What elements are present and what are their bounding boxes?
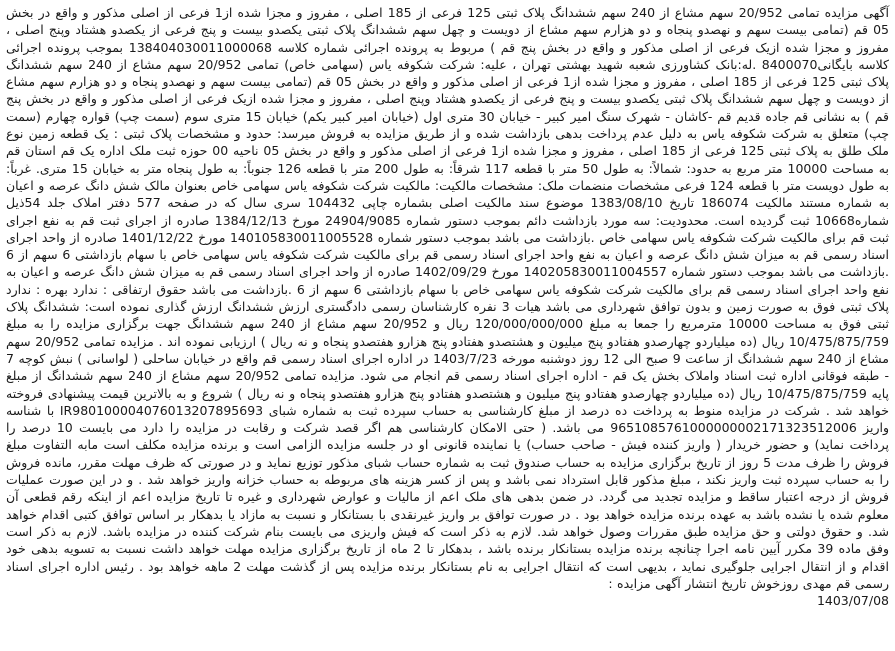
publication-date: 1403/07/08	[816, 593, 889, 609]
notice-body-text: آگهی مزایده تمامی 20/952 سهم مشاع از 240 سهم ششدانگ پلاک ثبتی 125 فرعی از 185 اصلی ، مفروز و مجزا شده از1 فرعی از اصلی مذکور و واقع در بخش 05 قم (تمامی بیست سهم و نهصدو پنجاه و دو هزارم سهم مشاع از دویست و چهل سهم ششدانگ پلاک ثبتی یکصدو بیست و پنج فرعی از یکصدو هشتاد وپنج اصلی ، مفروز و مجزا شده ازیک فرعی از اصلی مذکور و واقع در بخش پنج قم ) مربوط به پرونده اجرائی شماره کلاسه 138404030011000068 بموجب پرونده اجرائی کلاسه بایگانی8400070 .له:بانک کشاورزی شعبه شهید بهشتی تهران ، علیه: شرکت شکوفه یاس (سهامی خاص) تمامی 20/952 سهم مشاع از 240 سهم ششدانگ پلاک ثبتی 125 فرعی از 185 اصلی ، مفروز و مجزا شده از1 فرعی از اصلی مذکور و واقع در بخش 05 قم (تمامی بیست سهم و نهصدو پنجاه و دو هزارم سهم مشاع از دویست و چهل سهم ششدانگ پلاک ثبتی یکصدو بیست و پنج فرعی از یکصدو هشتاد وپنج اصلی ، مفروز و مجزا شده ازیک فرعی از اصلی مذکور و واقع در بخش پنج قم ) به نشانی قم جاده قدیم قم -کاشان - شهرک سنگ امیر کبیر - خیابان 30 متری اول (خیابان امیر کبیر یکم) خیابان 15 متری سوم (سمت چپ) قواره چهارم (سمت چپ) متعلق به شرکت شکوفه یاس به دلیل عدم پرداخت بدهی بازداشت شده و از طریق مزایده به فروش میرسد: حدود و مشخصات پلاک ثبتی : یک قطعه زمین نوع ملک طلق به پلاک ثبتی 125 فرعی از 185 اصلی ، مفروز و مجزا شده از1 فرعی از اصلی مذکور و واقع در بخش 05 ناحیه 00 حوزه ثبت ملک اداره یک قم استان قم به مساحت 10000 متر مربع به حدود: شمالاً: به طول 50 متر با قطعه 117 شرقاً: به طول 200 متر با قطعه 126 جنوباً: به طول پنجاه متر به خیابان 15 متری. غرباً: به طول دویست متر با قطعه 124 فرعی مشخصات منضمات ملک: مشخصات مالکیت: مالکیت شرکت شکوفه یاس سهامی خاص بعنوان مالک شش دانگ عرصه و اعیان به شماره مستند مالکیت 186074 تاریخ 1383/08/10 موضوع سند مالکیت اصلی بشماره چاپی 104432 سری سال که در صفحه 577 دفتر املاک جلد 54ذیل شماره10668 ثبت گردیده است. محدودیت: سه مورد بازداشت دائم بموجب دستور شماره 24904/9085 مورخ 1384/12/13 صادره از اجرای ثبت قم به نفع اجرای ثبت قم برای مالکیت شرکت شکوفه یاس سهامی خاص .بازداشت می باشد بموجب دستور شماره 140105830011005528 مورخ 1401/12/22 صادره از واحد اجرای اسناد رسمی قم به میزان شش دانگ عرصه و اعیان به نفع واحد اجرای اسناد رسمی قم برای مالکیت شرکت شکوفه یاس سهامی خاص با سهام بازداشتی 6 سهم از 6 .بازداشت می باشد بموجب دستور شماره 140205830011004557 مورخ 1402/09/29 صادره از واحد اجرای اسناد رسمی قم به میزان شش دانگ عرصه و اعیان به نفع واحد اجرای اسناد رسمی قم برای مالکیت شرکت شکوفه یاس سهامی خاص با سهام بازداشتی 6 سهم از 6 .بازداشت می باشد حقوق ارتفاقی : ندارد بهره : ندارد پلاک ثبتی فوق به صورت زمین و بدون توافق شهرداری می باشد هیات 3 نفره کارشناسان رسمی دادگستری ارزش ششدانگ ارزش گذاری نموده است: ششدانگ پلاک ثبتی فوق به مساحت 10000 مترمربع را جمعا به مبلغ 120/000/000/000 ریال و 20/952 سهم مشاع از 240 سهم ششدانگ جهت برگزاری مزایده را به مبلغ 10/475/875/759 ریال (ده میلیاردو چهارصدو هفتادو پنج میلیون و هشتصدو هفتادو پنج هزارو هفتصدو پنجاه و نه ریال ) ارزیابی نموده اند . مزایده تمامی 20/952 سهم مشاع از 240 سهم ششدانگ از ساعت 9 صبح الی 12 روز دوشنبه مورخه 1403/7/23 در اداره اجرای اسناد رسمی قم واقع در خیابان ساحلی ( لواسانی ) نبش کوچه 7 - طبقه فوقانی اداره ثبت اسناد واملاک بخش یک قم - اداره اجرای اسناد رسمی قم انجام می شود. مزایده تمامی 20/952 سهم مشاع از 240 سهم ششدانگ از مبلغ پایه 10/475/875/759 ریال (ده میلیاردو چهارصدو هفتادو پنج میلیون و هشتصدو هفتادو پنج هزارو هفتصدو پنجاه و نه ریال ) شروع و به بالاترین قیمت پیشنهادی فروخته خواهد شد . شرکت در مزایده منوط به پرداخت ده درصد از مبلغ کارشناسی به حساب سپرده ثبت به شماره شبای IR980100004076013207895693 با شناسه واریز 9651085761000000002171323512006 می باشد. ( حتی الامکان کارشناسی هم اگر قصد شرکت و رقابت در مزایده را دارد می بایست 10 درصد را پرداخت نماید) و حضور خریدار ( واریز کننده فیش - صاحب حساب) یا نماینده قانونی او در جلسه مزایده الزامی است و برنده مزایده مکلف است مابه التفاوت مبلغ فروش را ظرف مدت 5 روز از تاریخ برگزاری مزایده به حساب صندوق ثبت به شماره حساب شبای مذکور توزیع نماید و در صورتی که ظرف مهلت مقرر، مانده فروش را به حساب سپرده ثبت واریز نکند ، مبلغ مذکور قابل استرداد نمی باشد و پس از کسر هزینه های مربوطه به حساب خزانه واریز خواهد شد . و در این صورت عملیات فروش از درجه اعتبار ساقط و مزایده تجدید می گردد. در ضمن بدهی های ملک اعم از مالیات و عوارض شهرداری و غیره تا تاریخ مزایده اعم از اینکه رقم قطعی آن معلوم شده یا نشده باشد به عهده برنده مزایده خواهد بود . در صورت توافق بر واریز غیرنقدی با بستانکار و نسبت به مازاد یا بدهکار بر اساس توافق کتبی اقدام خواهد شد. و حقوق دولتی و حق مزایده طبق مقررات وصول خواهد شد. لازم به ذکر است که فیش واریزی می بایست بنام شرکت کننده در مزایده باشد. لازم به ذکر است وفق ماده 39 مکرر آیین نامه اجرا چنانچه برنده مزایده بستانکار برنده باشد ، بدهکار تا 2 ماه از تاریخ برگزاری مزایده مهلت خواهد داشت نسبت به تسویه بدهی خود اقدام و از انتقال اجرایی جلوگیری نماید ، بدیهی است که انتقال اجرایی به نام بستانکار برنده مزایده پس از گذشت مهلت 2 ماهه خواهد بود . رئیس اداره اجرای اسناد رسمی قم مهدی روزخوش تاریخ انتشار آگهی مزایده :	[6, 5, 890, 591]
